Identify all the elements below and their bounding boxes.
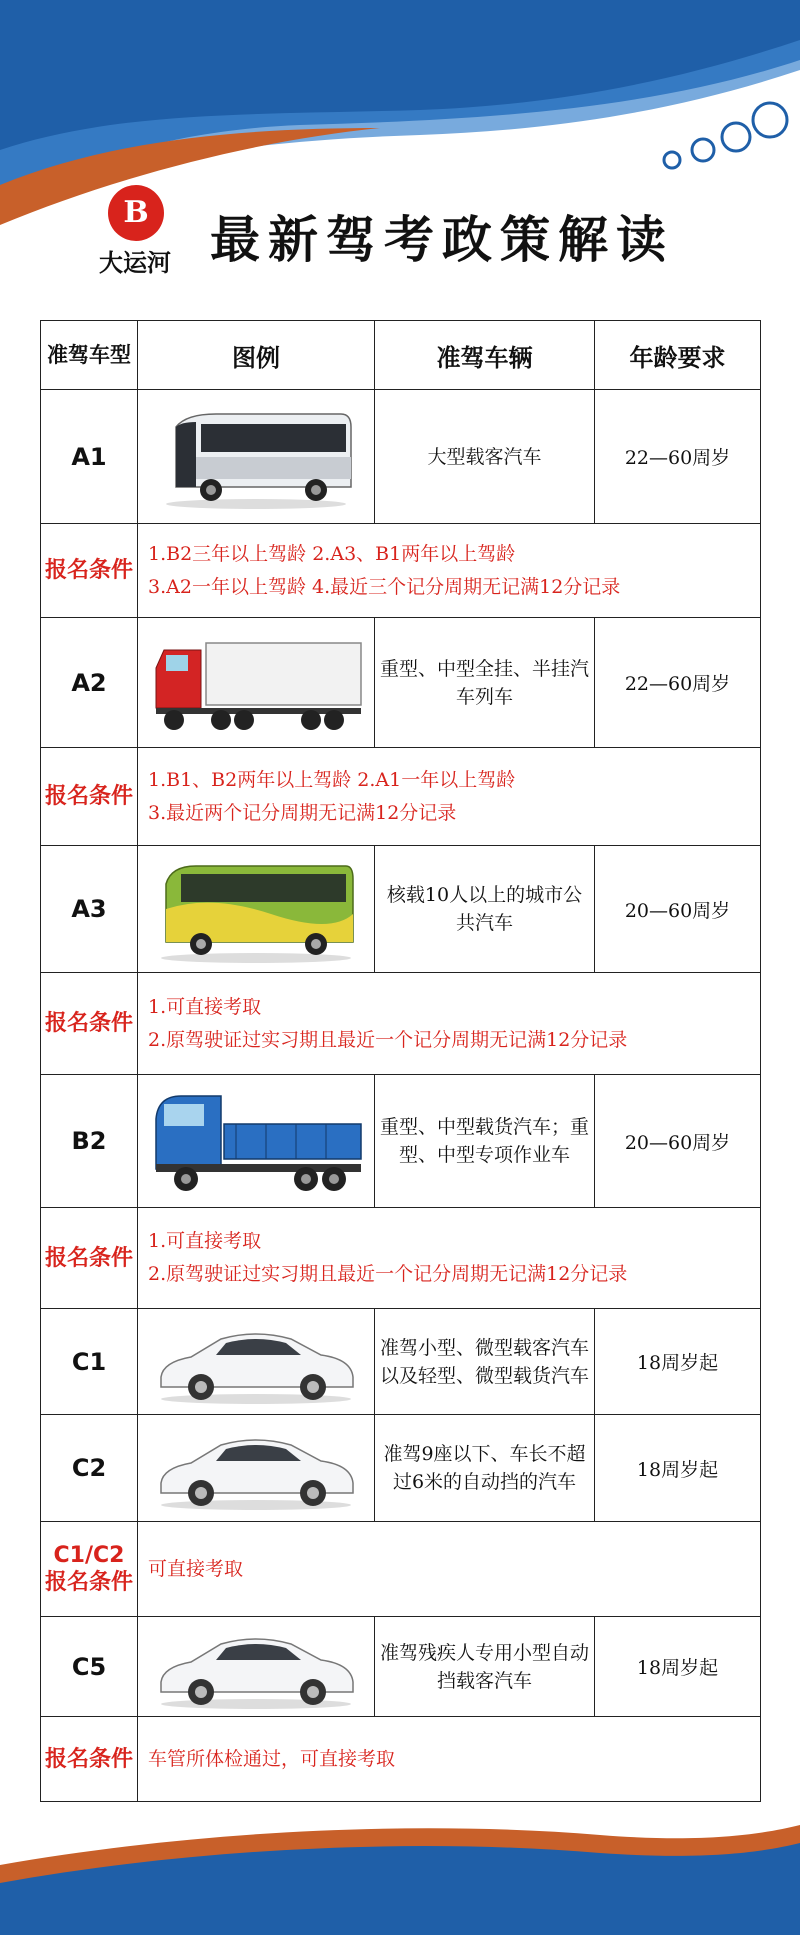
- condition-text: [138, 1208, 761, 1309]
- age-requirement: 22—60周岁: [595, 390, 761, 524]
- vehicle-image: [138, 846, 375, 973]
- condition-row: [41, 1522, 761, 1617]
- condition-line: 2.原驾驶证过实习期且最近一个记分周期无记满12分记录: [148, 1028, 628, 1051]
- vehicle-image: [138, 1075, 375, 1208]
- condition-text: [138, 973, 761, 1075]
- table-row: [41, 1075, 761, 1208]
- condition-text: [138, 524, 761, 618]
- condition-label-text: 报名条件: [44, 1570, 133, 1595]
- license-type: A1: [41, 390, 138, 524]
- condition-line: 可直接考取: [148, 1557, 244, 1580]
- condition-line: 2.原驾驶证过实习期且最近一个记分周期无记满12分记录: [148, 1263, 628, 1285]
- condition-line: 1.可直接考取: [148, 1230, 262, 1252]
- table-row: [41, 390, 761, 524]
- page-title: 最新驾考政策解读: [210, 211, 674, 269]
- header-type: 准驾车型: [41, 321, 138, 390]
- vehicle-image: [138, 390, 375, 524]
- condition-line: 1.B2三年以上驾龄 2.A3、B1两年以上驾龄: [148, 542, 516, 565]
- condition-label: 报名条件: [41, 1717, 138, 1802]
- table-row: [41, 1309, 761, 1415]
- table-row: [41, 846, 761, 973]
- condition-row: [41, 748, 761, 846]
- table-row: [41, 618, 761, 748]
- license-type: B2: [41, 1075, 138, 1208]
- table-header-row: [41, 321, 761, 390]
- condition-text: [138, 748, 761, 846]
- condition-label: 报名条件: [41, 1208, 138, 1309]
- condition-row: [41, 524, 761, 618]
- logo-text: 大运河: [99, 248, 171, 277]
- semi-truck-icon: [146, 628, 366, 738]
- table-row: [41, 1415, 761, 1522]
- header-age: 年龄要求: [595, 321, 761, 390]
- condition-line: 1.B1、B2两年以上驾龄 2.A1一年以上驾龄: [148, 768, 516, 791]
- age-requirement: 18周岁起: [595, 1309, 761, 1415]
- license-type: A3: [41, 846, 138, 973]
- logo-mark: B: [108, 185, 164, 241]
- vehicle-description: 准驾残疾人专用小型自动挡载客汽车: [375, 1617, 595, 1717]
- table-row: [41, 1617, 761, 1717]
- vehicle-description: 准驾小型、微型载客汽车以及轻型、微型载货汽车: [375, 1309, 595, 1415]
- vehicle-description: 准驾9座以下、车长不超过6米的自动挡的汽车: [375, 1415, 595, 1522]
- cargo-truck-icon: [146, 1084, 366, 1199]
- vehicle-image: [138, 618, 375, 748]
- age-requirement: 18周岁起: [595, 1617, 761, 1717]
- vehicle-description: 重型、中型载货汽车；重型、中型专项作业车: [375, 1075, 595, 1208]
- vehicle-image: [138, 1617, 375, 1717]
- license-type: C2: [41, 1415, 138, 1522]
- license-policy-table: [40, 320, 761, 1802]
- sedan-car-icon: [151, 1622, 361, 1712]
- condition-label: 报名条件: [41, 524, 138, 618]
- condition-line: 车管所体检通过，可直接考取: [148, 1747, 396, 1770]
- condition-row: [41, 1717, 761, 1802]
- condition-row: [41, 1208, 761, 1309]
- condition-label: 报名条件: [41, 748, 138, 846]
- vehicle-description: 重型、中型全挂、半挂汽车列车: [375, 618, 595, 748]
- condition-row: [41, 973, 761, 1075]
- condition-label: [41, 1522, 138, 1617]
- condition-label-prefix: C1/C2: [53, 1543, 125, 1568]
- condition-line: 3.A2一年以上驾龄 4.最近三个记分周期无记满12分记录: [148, 575, 621, 598]
- vehicle-description: 大型载客汽车: [375, 390, 595, 524]
- footer-wave-background: [0, 1805, 800, 1935]
- sedan-car-icon: [151, 1423, 361, 1513]
- vehicle-description: 核载10人以上的城市公共汽车: [375, 846, 595, 973]
- age-requirement: 20—60周岁: [595, 1075, 761, 1208]
- license-type: C1: [41, 1309, 138, 1415]
- age-requirement: 20—60周岁: [595, 846, 761, 973]
- condition-text: [138, 1717, 761, 1802]
- header-vehicle: 准驾车辆: [375, 321, 595, 390]
- brand-logo: [80, 185, 190, 285]
- city-bus-icon: [151, 854, 361, 964]
- vehicle-image: [138, 1309, 375, 1415]
- condition-label: 报名条件: [41, 973, 138, 1075]
- vehicle-image: [138, 1415, 375, 1522]
- age-requirement: 22—60周岁: [595, 618, 761, 748]
- condition-line: 3.最近两个记分周期无记满12分记录: [148, 801, 457, 824]
- condition-text: [138, 1522, 761, 1617]
- license-type: C5: [41, 1617, 138, 1717]
- header-image: 图例: [138, 321, 375, 390]
- license-type: A2: [41, 618, 138, 748]
- sedan-car-icon: [151, 1317, 361, 1407]
- age-requirement: 18周岁起: [595, 1415, 761, 1522]
- coach-bus-icon: [156, 402, 356, 512]
- condition-line: 1.可直接考取: [148, 995, 262, 1018]
